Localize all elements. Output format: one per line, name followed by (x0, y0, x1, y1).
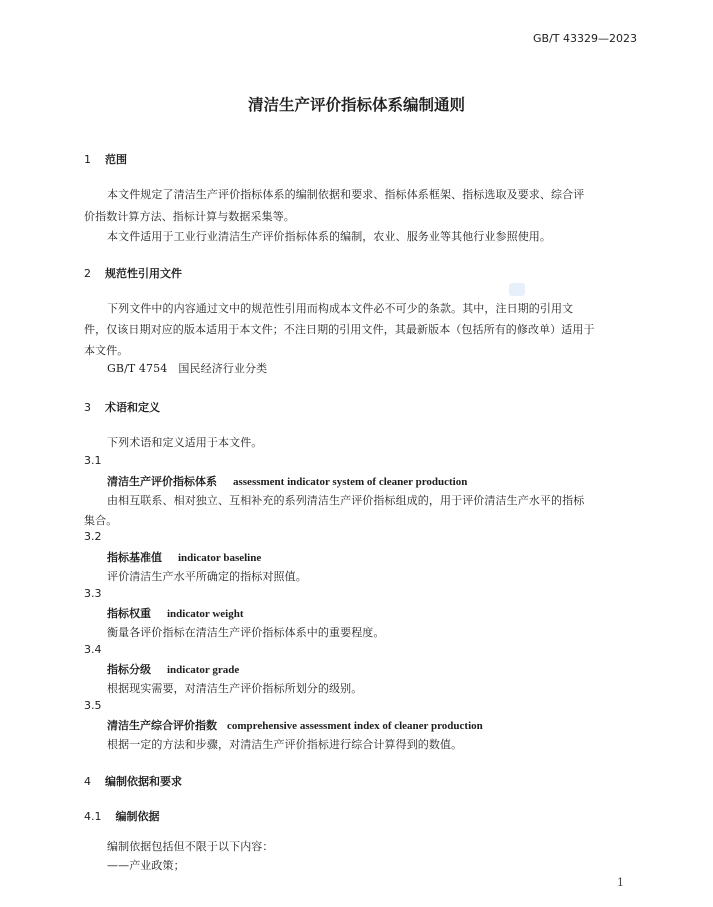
subsection-title: 编制依据 (115, 810, 160, 823)
document-title: 清洁生产评价指标体系编制通则 (247, 96, 465, 114)
term-chinese: 清洁生产评价指标体系 (107, 475, 217, 488)
term-heading (107, 717, 483, 733)
term-chinese: 指标权重 (107, 607, 151, 620)
section-number: 2 (84, 267, 91, 280)
paragraph-line: 本文件规定了清洁生产评价指标体系的编制依据和要求、指标体系框架、指标选取及要求、综合评 (107, 188, 585, 201)
paragraph-line: 下列术语和定义适用于本文件。 (107, 436, 263, 449)
term-number: 3.2 (84, 530, 102, 543)
list-item: ——产业政策； (107, 859, 185, 872)
section-title: 编制依据和要求 (105, 775, 182, 788)
term-chinese: 指标基准值 (107, 551, 162, 564)
section-title: 术语和定义 (105, 401, 160, 414)
section-title: 范围 (105, 153, 127, 166)
term-chinese: 指标分级 (107, 663, 151, 676)
section-number: 1 (84, 153, 91, 166)
term-chinese: 清洁生产综合评价指数 (107, 719, 217, 732)
section-3-heading (84, 399, 160, 415)
term-number: 3.3 (84, 587, 102, 600)
term-english: indicator weight (167, 608, 244, 620)
normative-reference: GB/T 4754 国民经济行业分类 (107, 362, 268, 375)
term-definition: 评价清洁生产水平所确定的指标对照值。 (107, 570, 307, 583)
subsection-4-1-heading (84, 808, 160, 824)
term-english: comprehensive assessment index of cleaner production (227, 720, 483, 732)
term-definition: 衡量各评价指标在清洁生产评价指标体系中的重要程度。 (107, 626, 385, 639)
standard-number: GB/T 43329—2023 (533, 32, 637, 45)
section-2-heading (84, 265, 182, 281)
term-english: assessment indicator system of cleaner production (233, 476, 468, 488)
term-heading (107, 473, 467, 489)
term-number: 3.4 (84, 643, 102, 656)
paragraph-line: 本文件适用于工业行业清洁生产评价指标体系的编制，农业、服务业等其他行业参照使用。 (107, 230, 551, 243)
term-heading (107, 549, 261, 565)
term-number: 3.5 (84, 699, 102, 712)
watermark-mark (509, 283, 525, 296)
section-1-heading (84, 151, 127, 167)
section-4-heading (84, 773, 182, 789)
subsection-number: 4.1 (84, 810, 102, 823)
page-number: 1 (617, 876, 624, 889)
term-english: indicator baseline (178, 552, 262, 564)
section-number: 4 (84, 775, 91, 788)
paragraph-line: 件，仅该日期对应的版本适用于本文件；不注日期的引用文件，其最新版本（包括所有的修改单）适用于 (84, 323, 595, 336)
paragraph-line: 价指数计算方法、指标计算与数据采集等。 (84, 210, 295, 223)
paragraph-line: 本文件。 (84, 344, 129, 357)
term-english: indicator grade (167, 664, 240, 676)
term-definition: 由相互联系、相对独立、互相补充的系列清洁生产评价指标组成的，用于评价清洁生产水平的指标 (107, 494, 585, 507)
term-heading (107, 605, 244, 621)
term-definition: 根据现实需要，对清洁生产评价指标所划分的级别。 (107, 682, 363, 695)
section-number: 3 (84, 401, 91, 414)
section-title: 规范性引用文件 (105, 267, 182, 280)
paragraph-line: 编制依据包括但不限于以下内容： (107, 840, 274, 853)
term-heading (107, 661, 239, 677)
term-definition: 根据一定的方法和步骤，对清洁生产评价指标进行综合计算得到的数值。 (107, 738, 463, 751)
term-number: 3.1 (84, 454, 102, 467)
paragraph-line: 下列文件中的内容通过文中的规范性引用而构成本文件必不可少的条款。其中，注日期的引用文 (107, 302, 574, 315)
term-definition: 集合。 (84, 514, 118, 527)
